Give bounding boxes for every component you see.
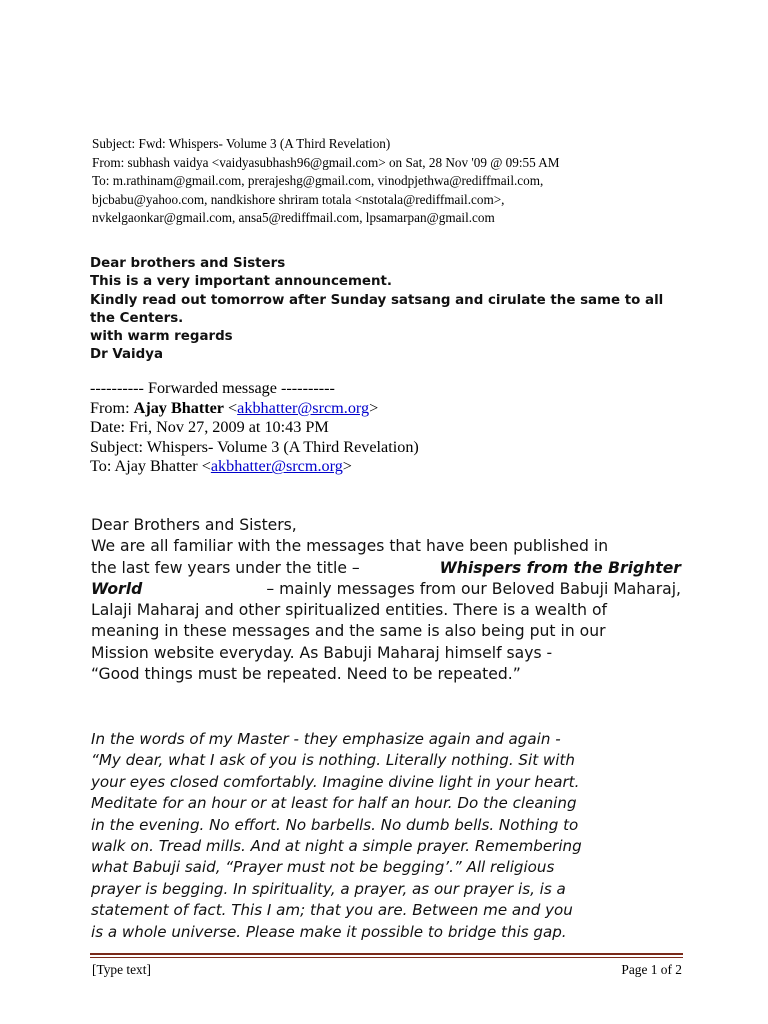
salutation: Dear Brothers and Sisters, — [91, 516, 297, 534]
quote-line: walk on. Tread mills. And at night a simple prayer. Remembering — [91, 837, 582, 856]
body-paragraph — [91, 515, 681, 685]
forward-note — [90, 255, 710, 365]
quote-line: what Babuji said, “Prayer must not be begging’.” All religious — [91, 858, 555, 877]
email-to-line: To: m.rathinam@gmail.com, prerajeshg@gmail.com, vinodpjethwa@rediffmail.com, — [92, 173, 544, 188]
publication-title: Whispers from the Brighter — [439, 558, 681, 577]
email-subject: Subject: Fwd: Whispers- Volume 3 (A Third Revelation) — [92, 136, 391, 151]
footer-rule — [90, 953, 683, 955]
email-from: From: subhash vaidya <vaidyasubhash96@gmail.com> on Sat, 28 Nov '09 @ 09:55 AM — [92, 154, 560, 170]
forwarded-subject: Subject: Whispers- Volume 3 (A Third Revelation) — [90, 437, 419, 456]
publication-title: World — [91, 579, 143, 598]
forwarded-date: Date: Fri, Nov 27, 2009 at 10:43 PM — [90, 418, 329, 437]
body-line: “Good things must be repeated. Need to be repeated.” — [91, 665, 521, 684]
note-line: Dr Vaidya — [90, 347, 163, 363]
note-line: Kindly read out tomorrow after Sunday satsang and cirulate the same to all — [90, 292, 664, 308]
quote-line: In the words of my Master - they emphasize again and again - — [91, 730, 561, 748]
quote-line: prayer is begging. In spirituality, a prayer, as our prayer is, is a — [91, 879, 566, 898]
body-line: We are all familiar with the messages that have been published in — [91, 537, 609, 556]
email-header — [92, 135, 732, 228]
quote-line: in the evening. No effort. No barbells. No dumb bells. Nothing to — [91, 815, 579, 834]
forwarded-from: From: Ajay Bhatter <akbhatter@srcm.org> — [90, 398, 379, 417]
forwarded-to: To: Ajay Bhatter <akbhatter@srcm.org> — [90, 457, 352, 476]
body-line: World – mainly messages from our Beloved Babuji Maharaj, — [91, 579, 681, 600]
note-line: with warm regards — [90, 329, 233, 345]
body-line: Mission website everyday. As Babuji Maharaj himself says - — [91, 643, 553, 662]
quote-line: Meditate for an hour or at least for half an hour. Do the cleaning — [91, 794, 577, 813]
footer-rule — [90, 957, 683, 958]
quote-line: your eyes closed comfortably. Imagine divine light in your heart. — [91, 772, 580, 791]
sender-email-link[interactable]: akbhatter@srcm.org — [237, 398, 370, 417]
body-line: the last few years under the title – Whispers from the Brighter — [91, 558, 681, 579]
body-line: meaning in these messages and the same is also being put in our — [91, 622, 606, 641]
note-line: the Centers. — [90, 310, 184, 326]
page-number: Page 1 of 2 — [621, 962, 682, 977]
forwarded-header — [90, 379, 730, 477]
quote-line: “My dear, what I ask of you is nothing. Literally nothing. Sit with — [91, 751, 575, 770]
email-to-line: nvkelgaonkar@gmail.com, ansa5@rediffmail.com, lpsamarpan@gmail.com — [92, 210, 495, 225]
quote-line: is a whole universe. Please make it possible to bridge this gap. — [91, 922, 567, 941]
sender-name: Ajay Bhatter — [133, 398, 224, 417]
recipient-email-link[interactable]: akbhatter@srcm.org — [210, 457, 343, 476]
forwarded-separator: ---------- Forwarded message ---------- — [90, 379, 335, 397]
footer-placeholder-text: [Type text] — [92, 962, 151, 977]
body-line: Lalaji Maharaj and other spiritualized entities. There is a wealth of — [91, 601, 607, 620]
quote-line: statement of fact. This I am; that you are. Between me and you — [91, 901, 573, 920]
note-line: Dear brothers and Sisters — [90, 256, 286, 271]
email-to-line: bjcbabu@yahoo.com, nandkishore shriram totala <nstotala@rediffmail.com>, — [92, 191, 505, 207]
quote-paragraph — [91, 729, 681, 943]
note-line: This is a very important announcement. — [90, 274, 393, 290]
